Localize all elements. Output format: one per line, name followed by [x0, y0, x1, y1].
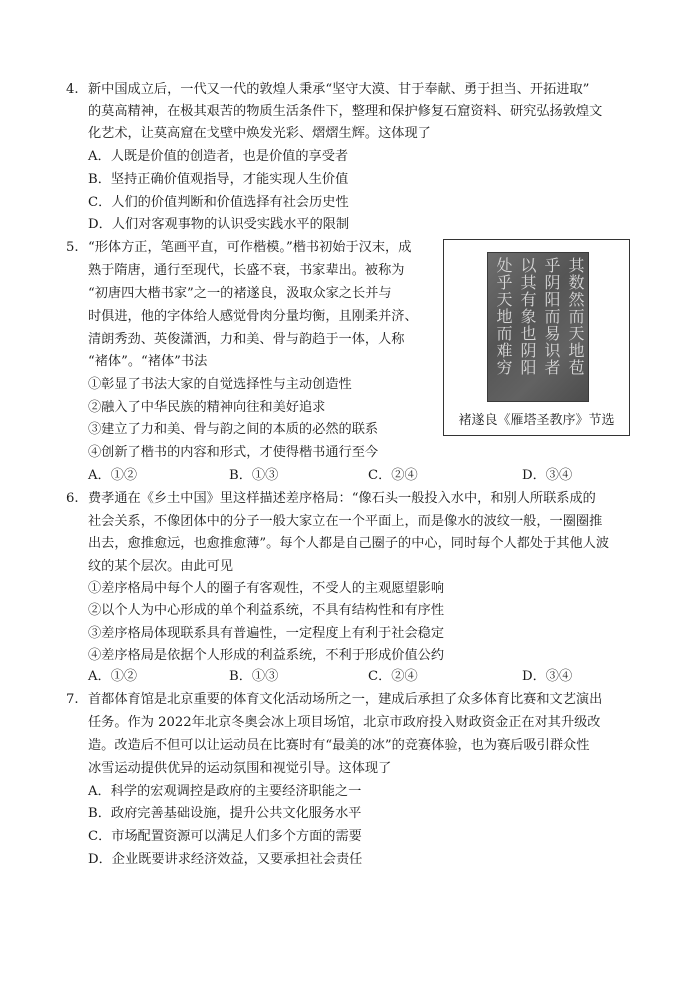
choice-c: C．②④	[368, 468, 418, 483]
choice-a: A．①②	[88, 669, 138, 684]
calligraphy-figure	[443, 239, 630, 436]
question-stem-line: 熟于隋唐，通行至现代，长盛不衰，书家辈出。被称为	[88, 263, 405, 278]
choice-a: A．①②	[88, 468, 138, 483]
question-number: 6.	[66, 491, 79, 506]
option-d: D．人们对客观事物的认识受实践水平的限制	[88, 217, 350, 232]
statement-1: ①彰显了书法大家的自觉选择性与主动创造性	[88, 377, 352, 392]
question-stem-line: 费孝通在《乡土中国》里这样描述差序格局：“像石头一般投入水中，和别人所联系成的	[88, 491, 596, 506]
question-number: 5.	[66, 240, 79, 255]
choice-c: C．②④	[368, 669, 418, 684]
question-stem-line: 化艺术，让莫高窟在戈壁中焕发光彩、熠熠生辉。这体现了	[88, 126, 431, 141]
answer-choices	[88, 666, 608, 688]
question-stem-line: 首都体育馆是北京重要的体育文化活动场所之一，建成后承担了众多体育比赛和文艺演出	[88, 692, 603, 707]
choice-b: B．①③	[229, 669, 279, 684]
question-stem-line: 清朗秀劲、英俊潇洒，力和美、骨与韵趋于一体，人称	[88, 332, 405, 347]
rubbing-column: 乎阴阳而易识者	[542, 257, 561, 376]
choice-d: D．③④	[522, 669, 573, 684]
option-c: C．市场配置资源可以满足人们多个方面的需要	[88, 829, 362, 844]
question-stem-line: 造。改造后不但可以让运动员在比赛时有“最美的冰”的竞赛体验，也为赛后吸引群众性	[88, 738, 590, 753]
statement-4: ④差序格局是依据个人形成的利益系统，不利于形成价值公约	[88, 648, 445, 663]
statement-4: ④创新了楷书的内容和形式，才使得楷书通行至今	[88, 445, 379, 460]
option-c: C．人们的价值判断和价值选择有社会历史性	[88, 195, 349, 210]
question-number: 7.	[66, 692, 79, 707]
rubbing-column: 其数然而天地苞	[566, 257, 585, 376]
statement-1: ①差序格局中每个人的圈子有客观性，不受人的主观愿望影响	[88, 581, 445, 596]
option-b: B．坚持正确价值观指导，才能实现人生价值	[88, 172, 349, 187]
figure-caption: 褚遂良《雁塔圣教序》节选	[458, 413, 615, 428]
question-stem-line: “褚体”。“褚体”书法	[88, 354, 208, 369]
question-stem-line: 社会关系，不像团体中的分子一般大家立在一个平面上，而是像水的波纹一般，一圈圈推	[88, 514, 603, 529]
answer-choices	[88, 465, 608, 487]
question-stem-line: 时俱进，他的字体给人感觉骨肉分量均衡，且刚柔并济、	[88, 309, 418, 324]
question-stem-line: 的莫高精神，在极其艰苦的物质生活条件下，整理和保护修复石窟资料、研究弘扬敦煌文	[88, 104, 603, 119]
rubbing-column: 处乎天地而难穷	[494, 257, 513, 376]
statement-3: ③建立了力和美、骨与韵之间的本质的必然的联系	[88, 422, 379, 437]
question-stem-line: 纹的某个层次。由此可见	[88, 559, 234, 574]
calligraphy-rubbing-image	[487, 252, 589, 402]
question-stem-line: 出去，愈推愈远，也愈推愈薄”。每个人都是自己圈子的中心，同时每个人都处于其他人波	[88, 536, 610, 551]
question-stem-line: “初唐四大楷书家”之一的褚遂良，汲取众家之长并与	[88, 286, 392, 301]
question-number: 4.	[66, 82, 79, 97]
option-b: B．政府完善基础设施，提升公共文化服务水平	[88, 806, 362, 821]
choice-d: D．③④	[522, 468, 573, 483]
choice-b: B．①③	[229, 468, 279, 483]
option-d: D．企业既要讲求经济效益，又要承担社会责任	[88, 852, 363, 867]
statement-2: ②以个人为中心形成的单个利益系统，不具有结构性和有序性	[88, 603, 445, 618]
question-stem-line: 新中国成立后，一代又一代的敦煌人秉承“坚守大漠、甘于奉献、勇于担当、开拓进取”	[88, 82, 590, 97]
question-stem-line: 冰雪运动提供优异的运动氛围和视觉引导。这体现了	[88, 761, 392, 776]
statement-2: ②融入了中华民族的精神向往和美好追求	[88, 400, 326, 415]
question-stem-line: “形体方正，笔画平直，可作楷模。”楷书初始于汉末，成	[88, 240, 412, 255]
option-a: A．科学的宏观调控是政府的主要经济职能之一	[88, 784, 362, 799]
question-stem-line: 任务。作为 2022年北京冬奥会冰上项目场馆，北京市政府投入财政资金正在对其升级改	[88, 715, 601, 730]
option-a: A．人既是价值的创造者，也是价值的享受者	[88, 149, 349, 164]
rubbing-column: 以其有象也阴阳	[518, 257, 537, 376]
statement-3: ③差序格局体现联系具有普遍性，一定程度上有利于社会稳定	[88, 626, 445, 641]
